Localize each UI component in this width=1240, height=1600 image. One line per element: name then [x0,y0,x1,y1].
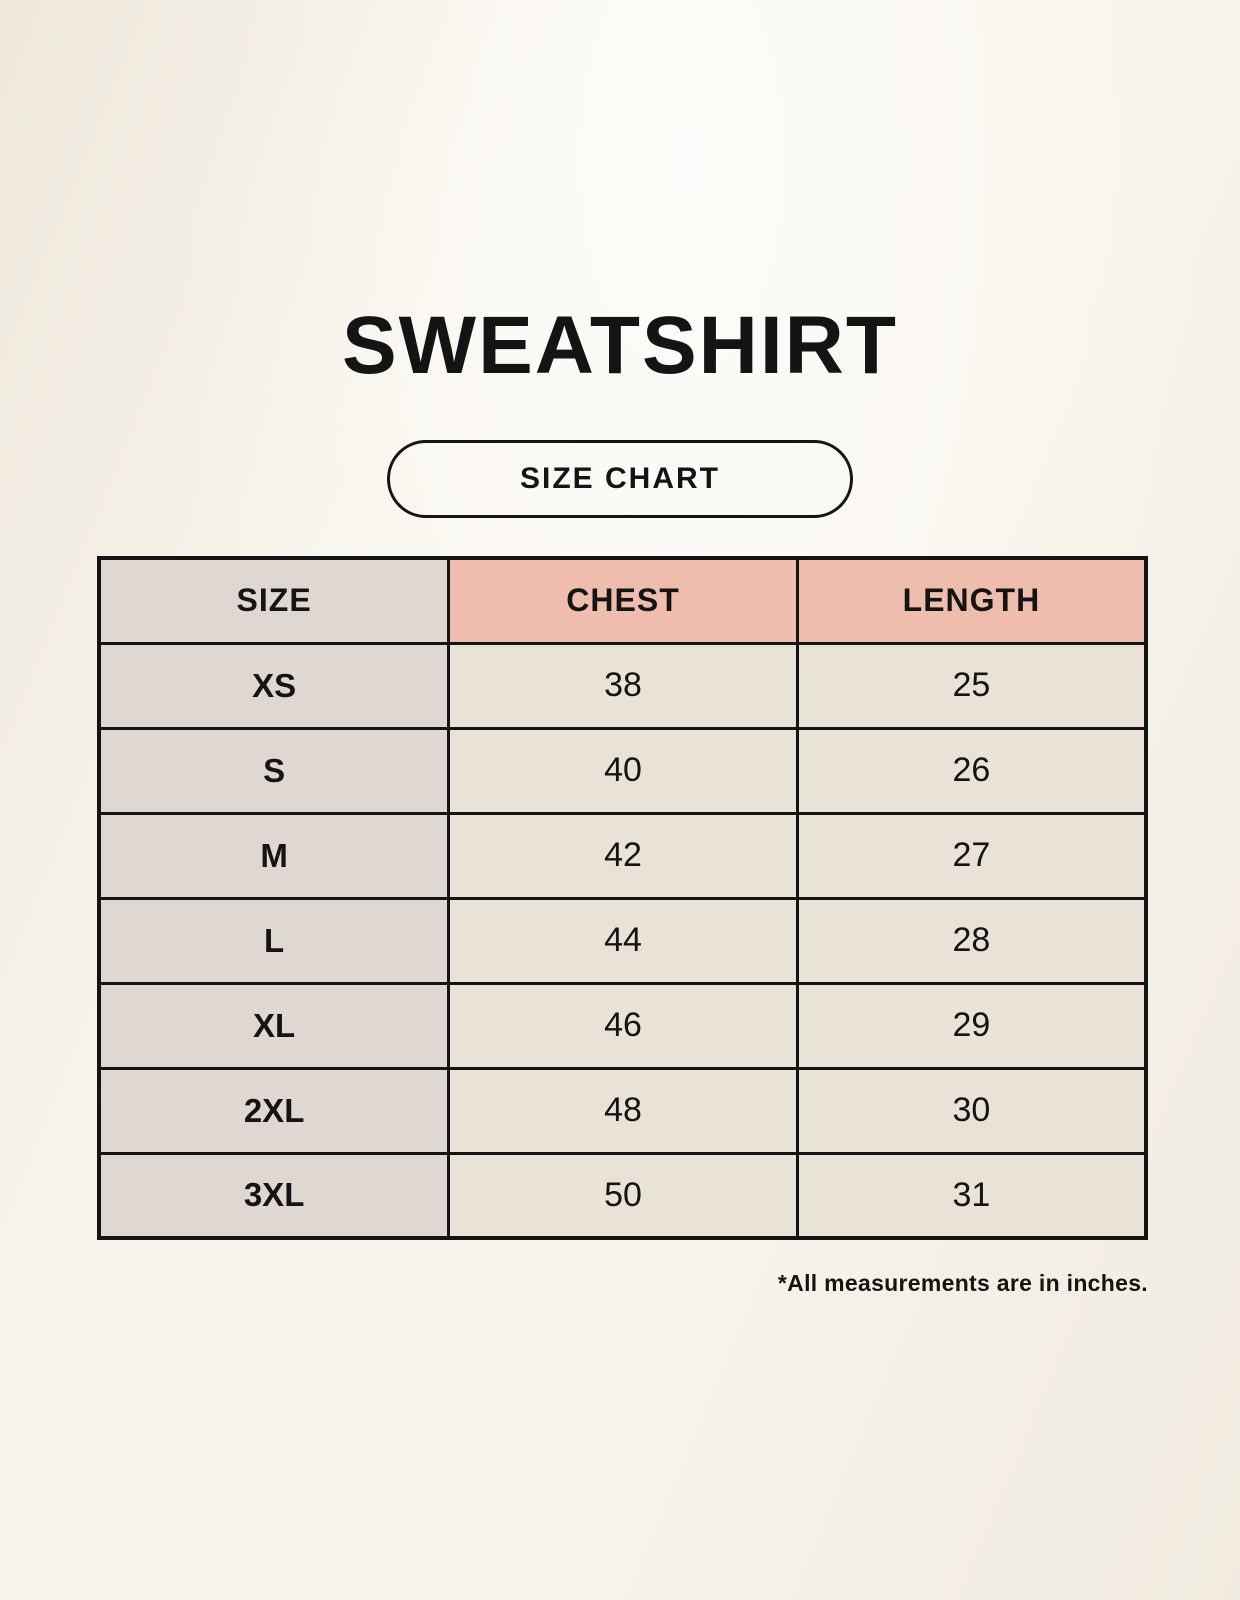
table-header-row [99,558,1146,643]
table-row [99,1153,1146,1238]
length-cell: 25 [797,643,1146,728]
chest-cell: 50 [449,1153,798,1238]
size-cell: XL [99,983,449,1068]
size-cell: XS [99,643,449,728]
table-row [99,728,1146,813]
header-cell-size: SIZE [99,558,449,643]
length-cell: 29 [797,983,1146,1068]
length-cell: 28 [797,898,1146,983]
size-chart-badge-label: SIZE CHART [520,462,720,495]
length-cell: 30 [797,1068,1146,1153]
table-row [99,813,1146,898]
size-cell: L [99,898,449,983]
table-row [99,898,1146,983]
size-chart-badge[interactable] [387,440,853,518]
chest-cell: 48 [449,1068,798,1153]
chest-cell: 46 [449,983,798,1068]
size-cell: M [99,813,449,898]
length-cell: 31 [797,1153,1146,1238]
length-cell: 27 [797,813,1146,898]
length-cell: 26 [797,728,1146,813]
size-cell: 3XL [99,1153,449,1238]
table-row [99,1068,1146,1153]
table-row [99,983,1146,1068]
header-cell-length: LENGTH [797,558,1146,643]
size-cell: 2XL [99,1068,449,1153]
header-cell-chest: CHEST [449,558,798,643]
chest-cell: 44 [449,898,798,983]
chest-cell: 38 [449,643,798,728]
page-title: SWEATSHIRT [341,300,898,391]
chest-cell: 42 [449,813,798,898]
size-table [97,556,1148,1240]
table-row [99,643,1146,728]
chest-cell: 40 [449,728,798,813]
size-cell: S [99,728,449,813]
measurements-footnote: *All measurements are in inches. [777,1270,1148,1296]
